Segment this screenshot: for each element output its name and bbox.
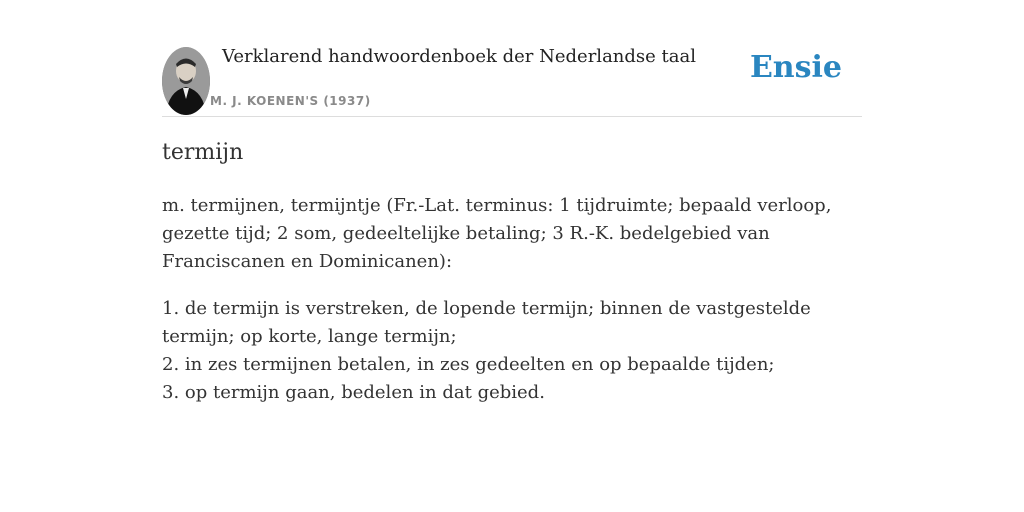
example-item-1: 1. de termijn is verstreken, de lopende termijn; binnen de vastgestelde termijn; op korte, lange termijn;: [162, 298, 811, 347]
entry-headword: termijn: [162, 140, 244, 165]
author-portrait-icon: [162, 47, 210, 115]
book-subtitle: M. J. KOENEN'S (1937): [210, 94, 371, 108]
example-item-3: 3. op termijn gaan, bedelen in dat gebied.: [162, 382, 545, 403]
entry-definition: m. termijnen, termijntje (Fr.-Lat. terminus: 1 tijdruimte; bepaald verloop, gezette tijd; 2 som, gedeeltelijke betaling; 3 R.-K. bedelgebied van Franciscanen en Dominicanen):: [162, 195, 832, 272]
page-container: [162, 0, 862, 403]
header: [162, 0, 862, 117]
book-title: Verklarend handwoordenboek der Nederlandse taal: [222, 46, 696, 67]
example-item-2: 2. in zes termijnen betalen, in zes gedeelten en op bepaalde tijden;: [162, 354, 775, 375]
ensie-logo-link[interactable]: Ensie: [749, 50, 842, 85]
entry-examples: [162, 295, 862, 407]
